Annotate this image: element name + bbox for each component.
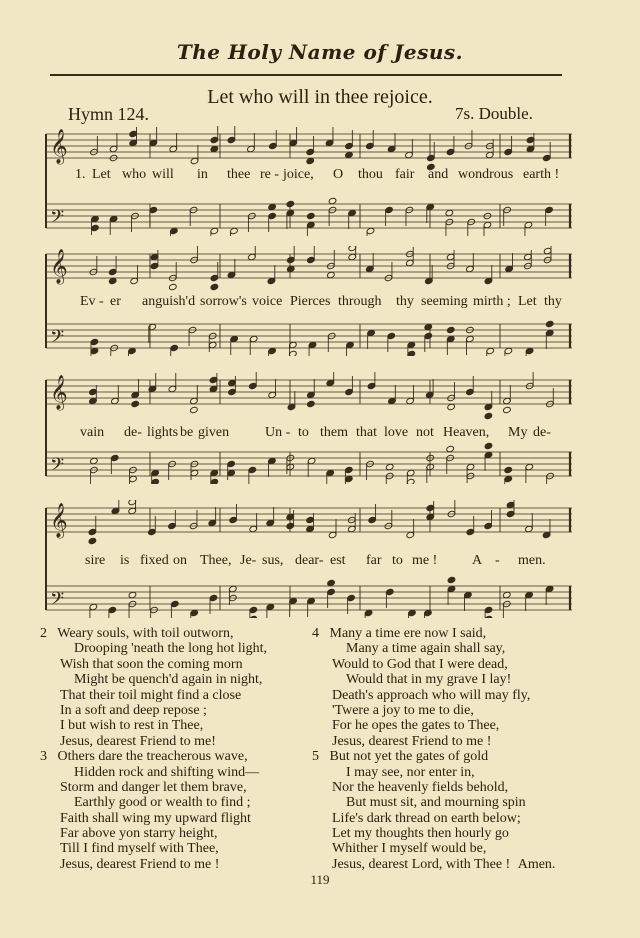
page-header-title: The Holy Name of Jesus.	[176, 40, 464, 64]
lyric-syllable: sire	[85, 553, 106, 568]
lyric-syllable: on	[173, 553, 187, 568]
verse-line	[312, 811, 582, 826]
note-head	[445, 209, 454, 216]
lyric-syllable: seeming	[421, 294, 468, 309]
lyric-syllable: re -	[260, 167, 280, 182]
lyric-syllable: sorrow's	[200, 294, 247, 309]
lyric-syllable: Je-	[240, 553, 257, 568]
note-head	[190, 406, 199, 413]
music-system-4	[40, 500, 574, 618]
verse-line	[40, 795, 310, 810]
lyric-syllable: lights	[147, 425, 179, 440]
lyric-syllable: A	[472, 553, 483, 568]
verse-column-left	[40, 626, 310, 872]
verse-text: Jesus, dearest Friend to me !	[60, 856, 220, 872]
note-head	[446, 445, 455, 452]
verse-text: I may see, nor enter in,	[346, 764, 475, 780]
verse-line	[312, 780, 582, 795]
verse-text: Nor the heavenly fields behold,	[332, 779, 509, 795]
verse-line	[40, 765, 310, 780]
lyric-syllable: Ev -	[80, 294, 104, 309]
lyric-syllable: My	[508, 425, 528, 440]
note-head	[345, 151, 354, 158]
verse-line	[40, 703, 310, 718]
lyric-syllable: Thee,	[200, 553, 232, 568]
lyric-syllable: thee	[227, 167, 251, 182]
verse-text: In a soft and deep repose ;	[60, 702, 207, 718]
verse-text: Would to God that I were dead,	[332, 656, 508, 672]
lyric-syllable: 1.	[75, 167, 86, 182]
verse-text: I but wish to rest in Thee,	[60, 718, 204, 734]
lyric-syllable: me !	[412, 553, 438, 568]
note-head	[327, 271, 336, 278]
verse-text: But must sit, and mourning spin	[346, 795, 526, 811]
note-head	[447, 403, 456, 410]
verse-text: Weary souls, with toil outworn,	[57, 626, 234, 641]
verse-text: Storm and danger let them brave,	[60, 779, 247, 795]
verse-text: Others dare the treacherous wave,	[57, 749, 248, 765]
note-head	[108, 277, 117, 284]
lyric-syllable: not	[416, 425, 434, 440]
verse-line	[40, 657, 310, 672]
verse-text: Many a time again shall say,	[346, 641, 506, 657]
treble-clef-icon: 𝄞	[50, 129, 68, 164]
verse-text: Let my thoughts then hourly go	[332, 826, 509, 842]
lyric-syllable: sus,	[262, 553, 284, 568]
note-head	[286, 200, 295, 207]
treble-clef-icon: 𝄞	[50, 503, 68, 538]
note-head	[484, 442, 493, 449]
note-head	[131, 400, 140, 407]
treble-clef-icon: 𝄞	[50, 249, 68, 284]
verse-number: 4	[312, 626, 319, 641]
verse-text: Jesus, dearest Friend to me!	[60, 733, 216, 749]
verse-text: Whither I myself would be,	[332, 841, 487, 857]
verse-number: 2	[40, 626, 47, 641]
note-head	[286, 265, 295, 272]
verse-text: Far above yon starry height,	[60, 826, 218, 842]
lyric-syllable: fixed	[140, 553, 169, 568]
note-head	[503, 406, 512, 413]
verse-text: Faith shall wing my upward flight	[60, 810, 251, 826]
lyric-syllable: voice	[252, 294, 283, 309]
verse-text: Drooping 'neath the long hot light,	[74, 641, 268, 657]
lyric-syllable: and	[428, 167, 449, 182]
lyric-syllable: is	[120, 553, 130, 568]
verse-line	[312, 795, 582, 810]
header-rule	[50, 74, 562, 76]
lyric-syllable: that	[356, 425, 377, 440]
note-head	[446, 326, 455, 333]
lyric-syllable: who	[122, 167, 147, 182]
additional-verses	[40, 626, 580, 872]
verse-line	[40, 641, 310, 656]
verse-text: Might be quench'd again in night,	[74, 672, 263, 688]
verse-2	[40, 626, 310, 749]
verse-line	[40, 718, 310, 733]
verse-text: Wish that soon the coming morn	[60, 656, 243, 672]
lyric-syllable: mirth ;	[473, 294, 511, 309]
verse-line	[40, 811, 310, 826]
lyric-syllable: dear-	[295, 553, 324, 568]
lyric-syllable: vain	[80, 425, 105, 440]
note-head	[504, 466, 513, 473]
verse-5	[312, 749, 582, 872]
bass-clef-icon: 𝄢	[50, 207, 65, 232]
verse-line	[40, 841, 310, 856]
amen: Amen.	[517, 856, 556, 872]
bass-clef-icon: 𝄢	[50, 589, 65, 614]
verse-line	[40, 626, 310, 641]
lyric-syllable: them	[320, 425, 348, 440]
verse-line	[312, 672, 582, 687]
verse-text: But not yet the gates of gold	[329, 749, 489, 765]
verse-line	[312, 626, 582, 641]
verse-text: Till I find myself with Thee,	[60, 841, 219, 857]
verse-line	[40, 734, 310, 749]
note-head	[88, 537, 97, 544]
verse-text: Jesus, dearest Lord, with Thee !	[332, 856, 511, 872]
verse-column-right	[312, 626, 582, 872]
verse-line	[40, 857, 310, 872]
lyric-syllable: anguish'd	[142, 294, 196, 309]
verse-line	[312, 765, 582, 780]
note-head	[327, 579, 336, 586]
lyric-syllable: wondrous	[458, 167, 514, 182]
verse-text: Many a time ere now I said,	[329, 626, 487, 641]
lyric-syllable: er	[110, 294, 121, 309]
verse-line	[40, 672, 310, 687]
hymn-title: Let who will in thee rejoice.	[207, 86, 433, 108]
note-head	[307, 400, 316, 407]
lyric-syllable: de-	[124, 425, 142, 440]
bass-clef-icon: 𝄢	[50, 327, 65, 352]
verse-line	[312, 841, 582, 856]
note-head	[210, 145, 219, 152]
note-head	[447, 576, 456, 583]
lyric-syllable: earth !	[523, 167, 560, 182]
lyric-syllable: Pierces	[290, 294, 331, 309]
note-head	[424, 323, 433, 330]
verse-text: Hidden rock and shifting wind—	[74, 764, 260, 780]
lyric-syllable: in	[197, 167, 208, 182]
lyric-syllable: O	[333, 167, 344, 182]
note-head	[128, 591, 137, 598]
lyric-syllable: far	[366, 553, 382, 568]
bass-clef-icon: 𝄢	[50, 455, 65, 480]
verse-line	[312, 657, 582, 672]
lyric-syllable: to	[392, 553, 403, 568]
lyric-syllable: thou	[358, 167, 383, 182]
lyric-syllable: Un -	[265, 425, 291, 440]
verse-number: 3	[40, 749, 47, 765]
lyric-syllable: de-	[533, 425, 551, 440]
verse-4	[312, 626, 582, 749]
lyric-syllable: -	[495, 553, 500, 568]
note-head	[484, 412, 493, 419]
note-head	[210, 283, 219, 290]
verse-text: Death's approach who will may fly,	[332, 687, 531, 703]
note-head	[545, 320, 554, 327]
verse-line	[312, 718, 582, 733]
lyric-syllable: to	[298, 425, 309, 440]
verse-line	[40, 749, 310, 764]
lyric-syllable: Heaven,	[443, 425, 490, 440]
music-system-3	[40, 372, 574, 484]
verse-text: 'Twere a joy to me to die,	[332, 702, 474, 718]
music-system-2	[40, 246, 574, 356]
lyric-syllable: men.	[518, 553, 546, 568]
lyric-syllable: through	[338, 294, 382, 309]
lyric-syllable: be	[180, 425, 194, 440]
verse-number: 5	[312, 749, 319, 765]
note-head	[169, 283, 178, 290]
page-number: 119	[310, 872, 330, 887]
lyric-syllable: Let	[518, 294, 537, 309]
lyric-syllable: love	[384, 425, 409, 440]
verse-text: Life's dark thread on earth below;	[332, 810, 521, 826]
note-head	[306, 157, 315, 164]
verse-text: Jesus, dearest Friend to me !	[332, 733, 492, 749]
verse-line	[312, 826, 582, 841]
lyric-syllable: est	[330, 553, 346, 568]
verse-line	[40, 688, 310, 703]
verse-line	[312, 734, 582, 749]
hymn-number: Hymn 124.	[68, 104, 149, 124]
verse-line	[312, 857, 582, 872]
verse-text: For he opes the gates to Thee,	[332, 718, 500, 734]
note-head	[328, 197, 337, 204]
note-head	[502, 591, 511, 598]
lyric-syllable: will	[152, 167, 174, 182]
verse-line	[40, 826, 310, 841]
verse-text: That their toil might find a close	[60, 687, 242, 703]
music-system-1	[40, 126, 574, 236]
note-head	[90, 457, 99, 464]
lyric-syllable: thy	[544, 294, 562, 309]
note-head	[268, 203, 277, 210]
verse-line	[40, 780, 310, 795]
verse-line	[312, 703, 582, 718]
hymn-meter: 7s. Double.	[455, 104, 533, 123]
lyric-syllable: given	[198, 425, 230, 440]
verse-text: Would that in my grave I lay!	[346, 672, 512, 688]
lyric-syllable: joice,	[283, 167, 314, 182]
note-head	[307, 212, 316, 219]
verse-line	[312, 749, 582, 764]
verse-line	[312, 641, 582, 656]
verse-text: Earthly good or wealth to find ;	[74, 795, 251, 811]
verse-line	[312, 688, 582, 703]
verse-3	[40, 749, 310, 872]
lyric-syllable: fair	[395, 167, 415, 182]
lyric-syllable: thy	[396, 294, 414, 309]
note-head	[385, 463, 394, 470]
lyric-syllable: Let	[92, 167, 111, 182]
treble-clef-icon: 𝄞	[50, 375, 68, 410]
